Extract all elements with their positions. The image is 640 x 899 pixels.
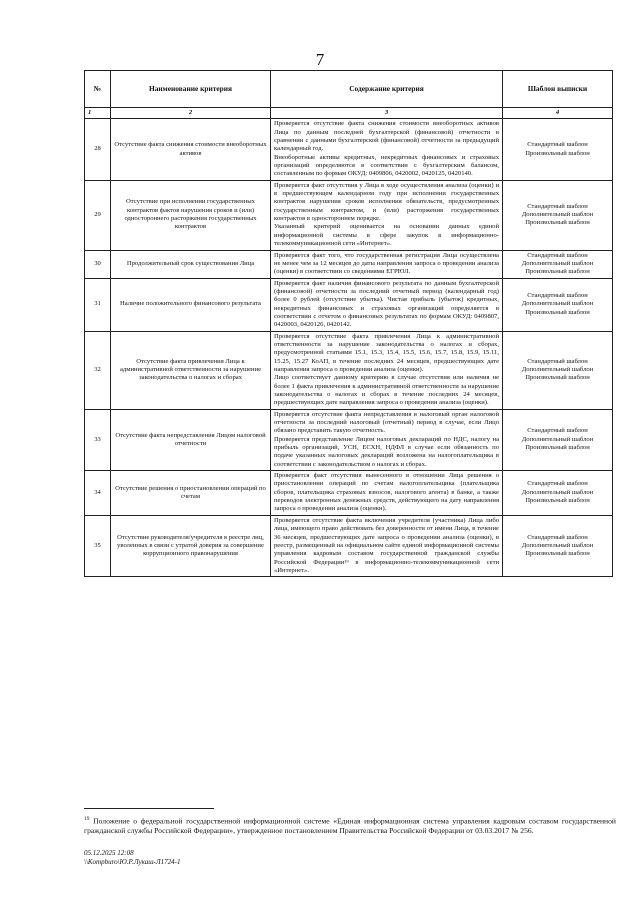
table-row (85, 409, 613, 470)
criterion-content (271, 409, 503, 470)
criterion-name: Отсутствие факта непредставления Лицом налоговой отчетности (111, 409, 271, 470)
criterion-content (271, 250, 503, 278)
table-header-row (85, 71, 613, 108)
template-name: Произвольный шаблон (525, 374, 590, 382)
index-cell: 1 (85, 108, 111, 119)
criterion-name: Отсутствие решения о приостановлении операций по счетам (111, 471, 271, 516)
criterion-number: 33 (85, 409, 111, 470)
criterion-content (271, 180, 503, 250)
criterion-name: Продолжительный срок существования Лица (111, 250, 271, 278)
template-name: Произвольный шаблон (525, 444, 590, 452)
template-name: Стандартный шаблон (527, 251, 588, 259)
header-num: № (85, 71, 111, 108)
criterion-number: 29 (85, 180, 111, 250)
template-name: Произвольный шаблон (525, 149, 590, 157)
index-cell: 2 (111, 108, 271, 119)
content-paragraph: Указанный критерий оценивается на основании данных единой информационной системы в сфере закупок в информационно-телекоммуникационной сети «Интернет». (274, 223, 499, 248)
criterion-templates (503, 409, 613, 470)
footnote-divider (84, 808, 214, 809)
template-name: Произвольный шаблон (525, 497, 590, 505)
template-name: Произвольный шаблон (525, 550, 590, 558)
table-row (85, 180, 613, 250)
content-paragraph: Проверяется факт отсутствия вынесенного в отношении Лица решения о приостановлении операций по счетам налогоплательщика (плательщика сборов, плательщика страховых взносов, налогового агента) в банке, а также переводов электронных денежных средств, действующего на дату направления запроса о проведении анализа (оценки). (274, 472, 499, 513)
footnote-marker: 19 (84, 816, 90, 822)
template-name: Дополнительный шаблон (521, 300, 594, 308)
criterion-content (271, 278, 503, 331)
header-template: Шаблон выписки (503, 71, 613, 108)
table-row (85, 515, 613, 576)
content-paragraph: Внеоборотные активы кредитных, некредитных финансовых и страховых организаций определяются в соответствии с бухгалтерским балансом, составленным по формам ОКУД: 0409806, 0420002, 0420125, 0420140. (274, 153, 499, 178)
index-cell: 3 (271, 108, 503, 119)
content-paragraph: Проверяется факт того, что государственная регистрация Лица осуществлена не менее чем за 12 месяцев до даты направления запроса о проведении анализа (оценки) в соответствии со сведениями ЕГРЮЛ. (274, 251, 499, 276)
content-paragraph: Проверяется факт наличия финансового результата по данным бухгалтерской (финансовой) отчетности за последний отчетный период (календарный год) более 0 рублей (отсутствие убытка). Чистая прибыль (убыток) кредитных, некредитных финансовых и страховых организаций определяется в соответствии с отчетом о финансовых результатах по формам ОКУД: 0409807, 0420003, 0420126, 0420142. (274, 279, 499, 329)
template-name: Произвольный шаблон (525, 268, 590, 276)
footnote-text: Положение о федеральной государственной информационной системе «Единая информационная система управления кадровым составом государственной гражданской службы Российской Федерации», утвержденное постановлением Правительства Российской Федерации от 03.03.2017 № 256. (84, 816, 616, 836)
template-name: Стандартный шаблон (527, 533, 588, 541)
criterion-content (271, 471, 503, 516)
content-paragraph: Лицо соответствует данному критерию в случае отсутствия или наличия не более 1 факта привлечения к административной ответственности за нарушение законодательства о налогах и сборах в течение последних 24 месяцев, предшествующих дате направления запроса о проведении анализа (оценки). (274, 374, 499, 407)
criterion-number: 32 (85, 331, 111, 409)
index-cell: 4 (503, 108, 613, 119)
table-index-row (85, 108, 613, 119)
criterion-name: Наличие положительного финансового результата (111, 278, 271, 331)
criterion-number: 30 (85, 250, 111, 278)
criterion-templates (503, 119, 613, 180)
criterion-templates (503, 180, 613, 250)
template-name: Дополнительный шаблон (521, 365, 594, 373)
template-name: Дополнительный шаблон (521, 259, 594, 267)
criterion-templates (503, 278, 613, 331)
template-name: Стандартный шаблон (527, 427, 588, 435)
criterion-templates (503, 471, 613, 516)
criterion-number: 35 (85, 515, 111, 576)
header-name: Наименование критерия (111, 71, 271, 108)
criterion-name: Отсутствие руководителя/учредителя в реестре лиц, уволенных в связи с утратой доверия за совершение коррупционного правонарушения (111, 515, 271, 576)
template-name: Произвольный шаблон (525, 219, 590, 227)
stamp-date: 05.12.2025 12:08 (84, 849, 134, 857)
criterion-number: 34 (85, 471, 111, 516)
template-name: Дополнительный шаблон (521, 541, 594, 549)
template-name: Произвольный шаблон (525, 308, 590, 316)
criterion-number: 28 (85, 119, 111, 180)
stamp-path: \\Kompburo\Ю.Р.Лукаш-Л1724-1 (84, 858, 181, 866)
criterion-templates (503, 331, 613, 409)
criterion-name: Отсутствие при исполнении государственных контрактов фактов нарушения сроков и (или) одностороннего расторжения государственных контрактов (111, 180, 271, 250)
template-name: Дополнительный шаблон (521, 210, 594, 218)
content-paragraph: Проверяется отсутствие факта привлечения Лица к административной ответственности за нарушение законодательства о налогах и сборах, предусмотренной статьями 15.1, 15.3, 15.4, 15.5, 15.6, 15.7, 15.8, 15.9, 15.11, 15.25, 15.27 КоАП, в течение последних 24 месяцев, предшествующих дате направления запроса о проведении анализа (оценки). (274, 332, 499, 373)
criterion-content (271, 515, 503, 576)
content-paragraph: Проверяется отсутствие факта включения учредителя (участника) Лица либо лица, имеющего право действовать без доверенности от имени Лица, в течение 36 месяцев, предшествующих дате запроса о проведении анализа (оценки), в реестр, размещенный на официальном сайте единой информационной системы управления кадровым составом государственной гражданской службы Российской Федерации¹⁹ в информационно-телекоммуникационной сети «Интернет». (274, 516, 499, 574)
table-row (85, 119, 613, 180)
table-row (85, 250, 613, 278)
template-name: Дополнительный шаблон (521, 488, 594, 496)
template-name: Стандартный шаблон (527, 357, 588, 365)
criterion-number: 31 (85, 278, 111, 331)
template-name: Стандартный шаблон (527, 292, 588, 300)
template-name: Дополнительный шаблон (521, 435, 594, 443)
table-row (85, 278, 613, 331)
document-stamp (84, 849, 180, 867)
content-paragraph: Проверяется отсутствие факта снижения стоимости внеоборотных активов Лица по данным последней бухгалтерской (финансовой) отчетности в сравнении с данными бухгалтерской (финансовой) отчетности за предыдущий календарный год. (274, 120, 499, 153)
template-name: Стандартный шаблон (527, 480, 588, 488)
criterion-templates (503, 515, 613, 576)
template-name: Стандартный шаблон (527, 202, 588, 210)
content-paragraph: Проверяется представление Лицом налоговых деклараций по НДС, налогу на прибыль организаций, УСН, ЕСХН, НДФЛ в случае если обязанность по подаче указанных налоговых деклараций возложена на налогоплательщика в соответствии с законодательством о налогах и сборах. (274, 435, 499, 468)
content-paragraph: Проверяется отсутствие факта непредставления в налоговый орган налоговой отчетности за последний налоговый (отчетный) период в случае, если Лицо обязано представить такую отчетность. (274, 410, 499, 435)
content-paragraph: Проверяется факт отсутствия у Лица в ходе осуществления анализа (оценки) и в предшествующем календарном году при исполнении государственных контрактов нарушения сроков исполнения обязательств, предусмотренных государственным контрактом, и (или) расторжения государственных контрактов в одностороннем порядке. (274, 181, 499, 223)
criterion-name: Отсутствие факта привлечения Лица к административной ответственности за нарушение законодательства о налогах и сборах (111, 331, 271, 409)
footnote (84, 815, 616, 836)
criterion-name: Отсутствие факта снижения стоимости внеоборотных активов (111, 119, 271, 180)
table-row (85, 471, 613, 516)
criterion-content (271, 119, 503, 180)
template-name: Стандартный шаблон (527, 141, 588, 149)
page-number: 7 (315, 50, 325, 69)
criteria-table (84, 70, 613, 577)
criterion-content (271, 331, 503, 409)
header-content: Содержание критерия (271, 71, 503, 108)
table-row (85, 331, 613, 409)
criterion-templates (503, 250, 613, 278)
